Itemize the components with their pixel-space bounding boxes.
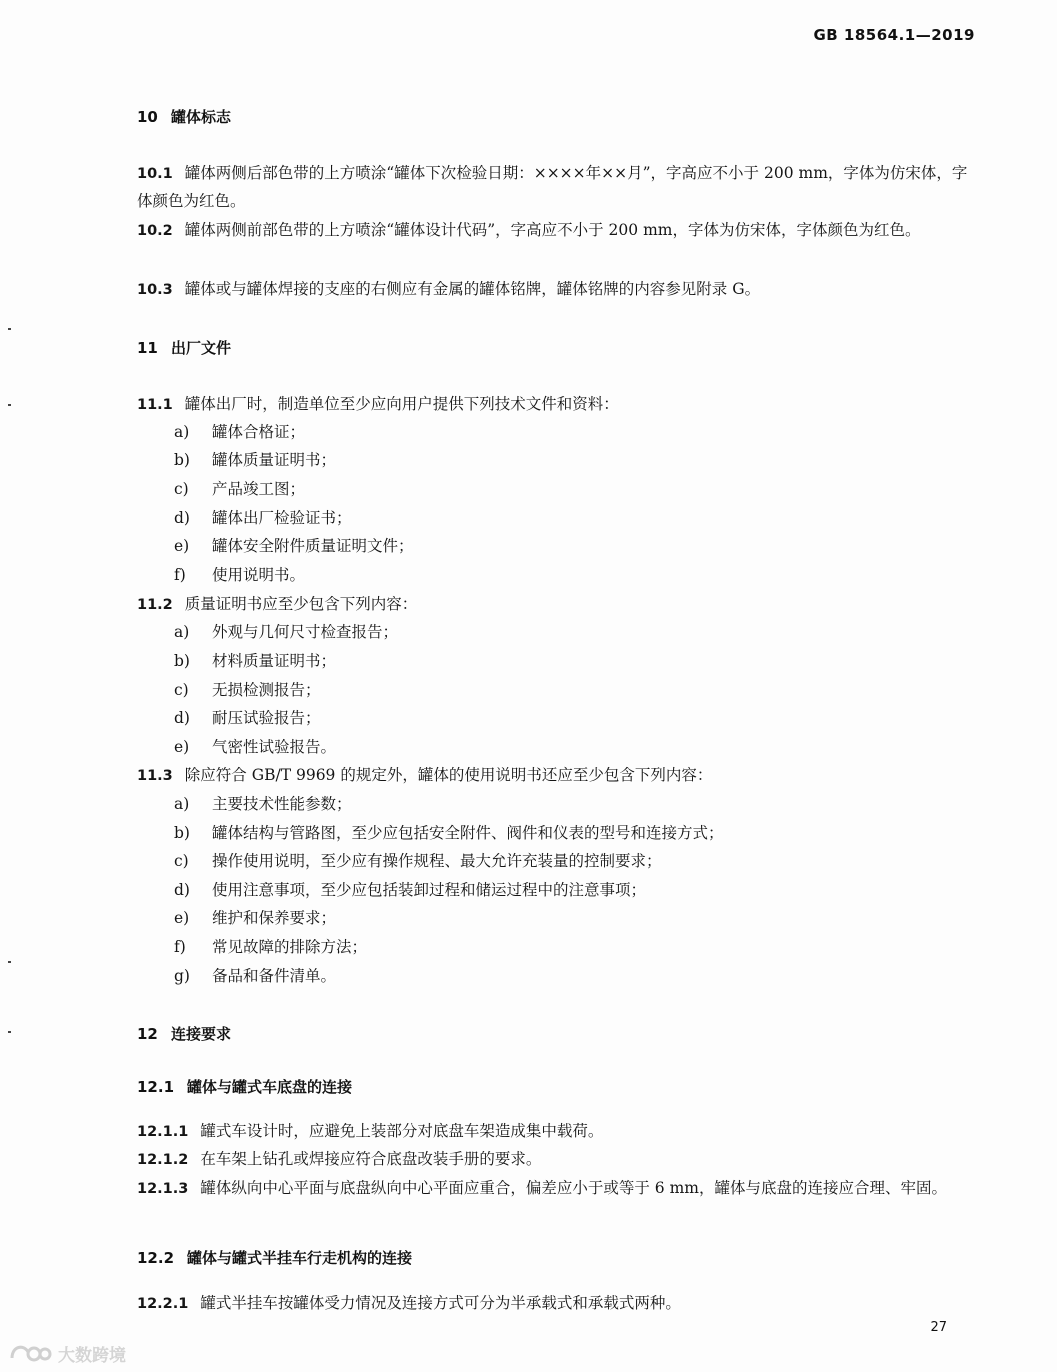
subsection-title: 罐体与罐式车底盘的连接	[187, 1078, 353, 1096]
subsection-12-2-heading	[137, 1247, 412, 1268]
list-marker: f)	[174, 566, 186, 584]
list-marker: e)	[174, 909, 190, 927]
section-title: 连接要求	[171, 1025, 232, 1043]
list-item	[174, 905, 336, 932]
section-12-heading	[137, 1023, 231, 1044]
list-item	[174, 648, 336, 675]
section-11-heading	[137, 337, 231, 358]
clause-text: 罐体两侧前部色带的上方喷涂“罐体设计代码”，字高应不小于 200 mm，字体为仿宋体，字体颜色为红色。	[184, 221, 921, 239]
clause-12-2-1	[137, 1290, 681, 1318]
clause-text: 在车架上钻孔或焊接应符合底盘改装手册的要求。	[200, 1150, 542, 1168]
clause-text: 罐体两侧后部色带的上方喷涂“罐体下次检验日期：××××年××月”，字高应不小于 200 mm，字体为仿宋体，字体颜色为红色。	[137, 164, 968, 210]
clause-12-1-2	[137, 1146, 541, 1174]
clause-11-3	[137, 762, 712, 790]
subsection-number: 12.1	[137, 1078, 175, 1096]
list-item	[174, 705, 321, 732]
scan-speck	[8, 328, 11, 330]
clause-text: 质量证明书应至少包含下列内容：	[184, 595, 418, 613]
list-item	[174, 734, 336, 761]
list-item	[174, 963, 336, 990]
list-marker: d)	[174, 881, 190, 899]
list-marker: d)	[174, 509, 190, 527]
clause-number: 12.1.3	[137, 1181, 189, 1197]
clause-number: 11.3	[137, 768, 173, 784]
watermark-text: 大数跨境	[58, 1345, 126, 1366]
clause-number: 12.1.2	[137, 1152, 189, 1168]
clause-number: 10.1	[137, 166, 173, 182]
clause-text: 罐式车设计时，应避免上装部分对底盘车架造成集中载荷。	[200, 1122, 604, 1140]
clause-text: 罐体或与罐体焊接的支座的右侧应有金属的罐体铭牌，罐体铭牌的内容参见附录 G。	[184, 280, 761, 298]
list-marker: b)	[174, 652, 190, 670]
list-marker: a)	[174, 623, 190, 641]
section-number: 10	[137, 108, 158, 126]
list-item-text: 维护和保养要求；	[212, 909, 337, 927]
list-item	[174, 476, 305, 503]
clause-text: 罐体纵向中心平面与底盘纵向中心平面应重合，偏差应小于或等于 6 mm，罐体与底盘的连接应合理、牢固。	[200, 1179, 947, 1197]
clause-10-3	[137, 276, 760, 304]
clause-text: 罐体出厂时，制造单位至少应向用户提供下列技术文件和资料：	[184, 395, 619, 413]
subsection-12-1-heading	[137, 1076, 352, 1097]
clause-number: 12.2.1	[137, 1296, 189, 1312]
subsection-title: 罐体与罐式半挂车行走机构的连接	[187, 1249, 413, 1267]
scan-speck	[8, 404, 11, 406]
clause-number: 12.1.1	[137, 1124, 189, 1140]
list-item	[174, 447, 336, 474]
list-marker: a)	[174, 795, 190, 813]
list-item	[174, 848, 662, 875]
list-item-text: 使用注意事项，至少应包括装卸过程和储运过程中的注意事项；	[212, 881, 647, 899]
list-item-text: 罐体安全附件质量证明文件；	[212, 537, 414, 555]
clause-number: 11.1	[137, 397, 173, 413]
list-marker: e)	[174, 537, 190, 555]
section-number: 11	[137, 339, 158, 357]
list-item	[174, 505, 352, 532]
clause-12-1-3	[137, 1175, 977, 1203]
section-title: 罐体标志	[171, 108, 232, 126]
list-item-text: 罐体质量证明书；	[212, 451, 337, 469]
clause-number: 10.3	[137, 282, 173, 298]
list-marker: g)	[174, 967, 190, 985]
list-item-text: 无损检测报告；	[212, 681, 321, 699]
clause-12-1-1	[137, 1118, 603, 1146]
list-item-text: 常见故障的排除方法；	[212, 938, 368, 956]
scan-speck	[8, 961, 11, 963]
list-item	[174, 934, 367, 961]
list-item	[174, 619, 398, 646]
clause-10-2	[137, 217, 977, 245]
list-item	[174, 877, 646, 904]
list-item	[174, 533, 414, 560]
list-marker: f)	[174, 938, 186, 956]
clause-number: 11.2	[137, 597, 173, 613]
clause-text: 除应符合 GB/T 9969 的规定外，罐体的使用说明书还应至少包含下列内容：	[184, 766, 713, 784]
list-marker: b)	[174, 451, 190, 469]
subsection-number: 12.2	[137, 1249, 175, 1267]
list-marker: d)	[174, 709, 190, 727]
list-item-text: 操作使用说明，至少应有操作规程、最大允许充装量的控制要求；	[212, 852, 662, 870]
section-10-heading	[137, 106, 231, 127]
list-item-text: 罐体出厂检验证书；	[212, 509, 352, 527]
watermark	[8, 1340, 126, 1366]
list-item-text: 使用说明书。	[212, 566, 306, 584]
clause-11-1	[137, 391, 619, 419]
clause-text: 罐式半挂车按罐体受力情况及连接方式可分为半承载式和承载式两种。	[200, 1294, 681, 1312]
list-item-text: 备品和备件清单。	[212, 967, 337, 985]
list-item-text: 罐体合格证；	[212, 423, 306, 441]
clause-number: 10.2	[137, 223, 173, 239]
list-marker: b)	[174, 824, 190, 842]
list-item	[174, 791, 352, 818]
list-item	[174, 820, 724, 847]
list-marker: c)	[174, 852, 189, 870]
scan-speck	[8, 1031, 11, 1033]
clause-11-2	[137, 591, 417, 619]
list-item-text: 产品竣工图；	[212, 480, 306, 498]
clause-10-1	[137, 160, 977, 215]
list-marker: c)	[174, 681, 189, 699]
section-number: 12	[137, 1025, 158, 1043]
standard-code: GB 18564.1—2019	[813, 26, 975, 44]
list-item-text: 材料质量证明书；	[212, 652, 337, 670]
list-item	[174, 419, 305, 446]
watermark-logo-icon	[8, 1340, 52, 1366]
list-item	[174, 562, 305, 589]
page-number: 27	[930, 1320, 947, 1335]
list-marker: a)	[174, 423, 190, 441]
list-item	[174, 677, 321, 704]
list-marker: e)	[174, 738, 190, 756]
section-title: 出厂文件	[171, 339, 232, 357]
list-item-text: 主要技术性能参数；	[212, 795, 352, 813]
list-item-text: 耐压试验报告；	[212, 709, 321, 727]
list-marker: c)	[174, 480, 189, 498]
list-item-text: 罐体结构与管路图，至少应包括安全附件、阀件和仪表的型号和连接方式；	[212, 824, 724, 842]
list-item-text: 气密性试验报告。	[212, 738, 337, 756]
list-item-text: 外观与几何尺寸检查报告；	[212, 623, 399, 641]
